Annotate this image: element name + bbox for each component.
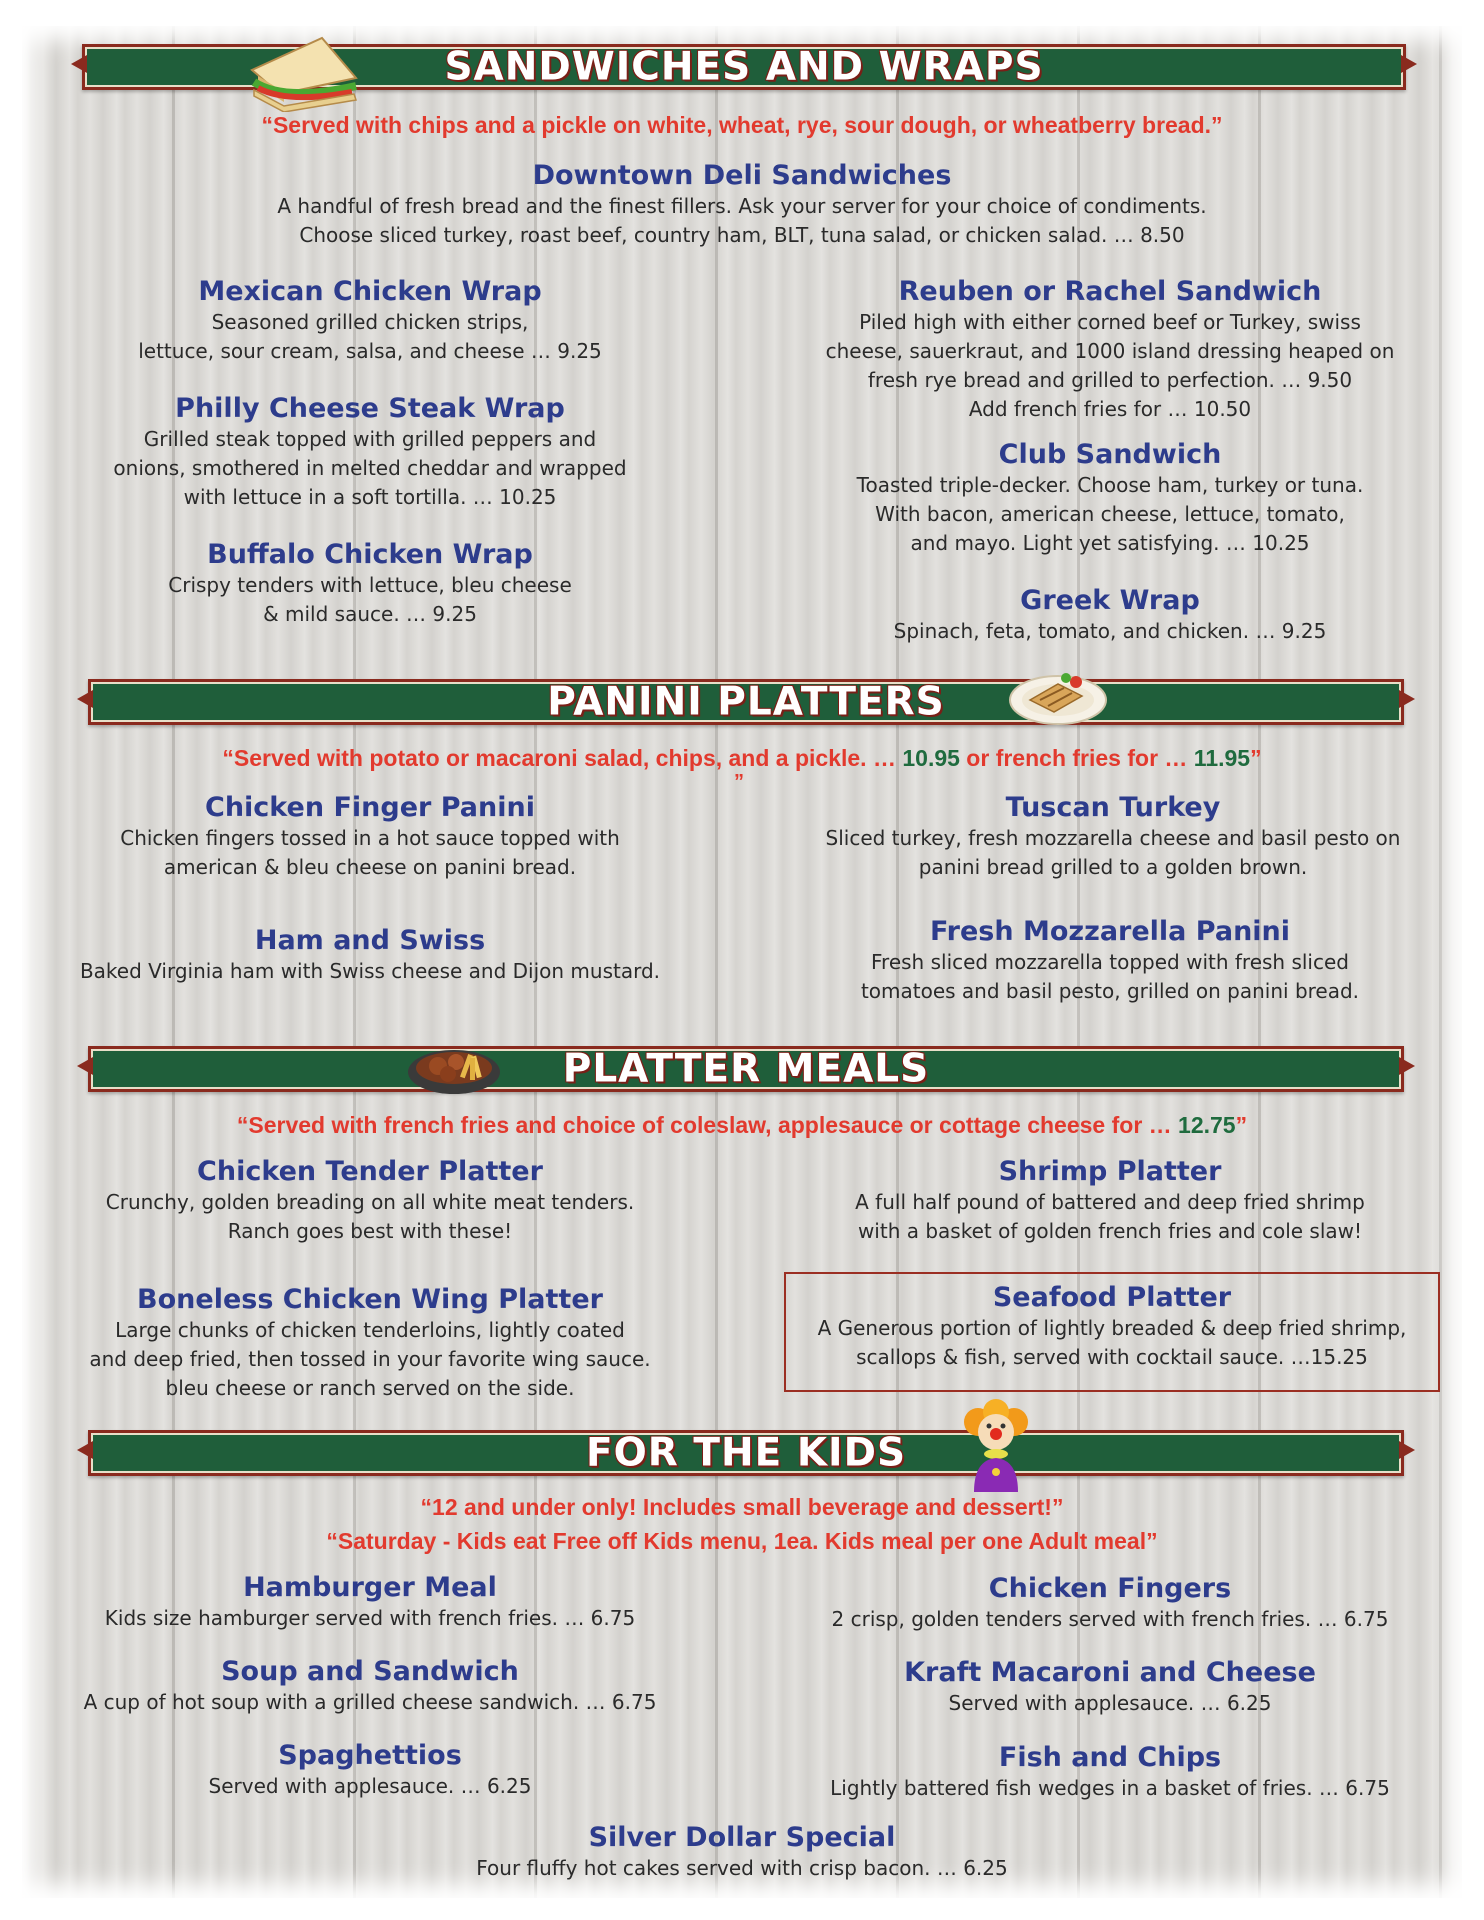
item-desc: Piled high with either corned beef or Turkey, swiss (859, 310, 1361, 334)
item-title: Hamburger Meal (243, 1572, 497, 1603)
sandwiches-note: “Served with chips and a pickle on white, wheat, rye, sour dough, or wheatberry bread.” (261, 112, 1223, 138)
item-desc: 2 crisp, golden tenders served with french fries. … 6.75 (831, 1607, 1389, 1631)
item-title: Seafood Platter (992, 1282, 1232, 1313)
item-title: Chicken Fingers (988, 1573, 1232, 1604)
menu-item-kraft-mac (780, 1657, 1440, 1718)
item-title: Boneless Chicken Wing Platter (137, 1284, 603, 1315)
menu-item-philly-wrap (40, 393, 700, 512)
item-desc: scallops & fish, served with cocktail sauce. …15.25 (856, 1345, 1368, 1369)
menu-item-greek-wrap (780, 585, 1440, 646)
kids-banner (88, 1430, 1404, 1476)
item-desc: panini bread grilled to a golden brown. (918, 855, 1308, 879)
item-desc: Toasted triple-decker. Choose ham, turkey or tuna. (856, 473, 1364, 497)
item-desc: and deep fried, then tossed in your favorite wing sauce. (89, 1347, 651, 1371)
menu-item-spaghettios (40, 1740, 700, 1801)
item-title: Kraft Macaroni and Cheese (904, 1657, 1316, 1688)
item-desc: With bacon, american cheese, lettuce, tomato, (875, 502, 1345, 526)
item-title: Chicken Finger Panini (205, 792, 535, 823)
item-desc: A handful of fresh bread and the finest fillers. Ask your server for your choice of condiments. (277, 194, 1207, 218)
kids-title: FOR THE KIDS (585, 1430, 907, 1476)
menu-item-hamburger-meal (40, 1572, 700, 1633)
item-desc: Chicken fingers tossed in a hot sauce topped with (120, 826, 620, 850)
menu-item-seafood-platter (784, 1282, 1440, 1372)
fries-price: 11.95 (1193, 745, 1251, 771)
panini-title: PANINI PLATTERS (547, 679, 945, 725)
menu-item-chicken-tender-platter (40, 1156, 700, 1246)
item-desc: Kids size hamburger served with french fries. … 6.75 (104, 1606, 636, 1630)
menu-item-reuben (780, 276, 1440, 424)
wings-basket-icon (404, 1036, 504, 1100)
item-desc: with lettuce in a soft tortilla. … 10.25 (183, 485, 557, 509)
kids-note-2: “Saturday - Kids eat Free off Kids menu, 1ea. Kids meal per one Adult meal” (326, 1528, 1158, 1554)
item-title: Shrimp Platter (998, 1156, 1222, 1187)
item-desc: Sliced turkey, fresh mozzarella cheese and basil pesto on (825, 826, 1401, 850)
item-desc: Grilled steak topped with grilled peppers and (143, 427, 597, 451)
item-desc: Spinach, feta, tomato, and chicken. … 9.25 (893, 619, 1327, 643)
item-desc: Served with applesauce. … 6.25 (208, 1774, 532, 1798)
item-title: Mexican Chicken Wrap (198, 276, 542, 307)
item-title: Soup and Sandwich (221, 1656, 519, 1687)
platters-banner (88, 1046, 1404, 1092)
item-desc: fresh rye bread and grilled to perfection. … 9.50 (867, 368, 1353, 392)
menu-item-fish-chips (780, 1742, 1440, 1803)
menu-item-silver-dollar (22, 1822, 1462, 1883)
panini-banner (88, 679, 1404, 725)
item-desc: Four fluffy hot cakes served with crisp bacon. … 6.25 (476, 1856, 1008, 1880)
item-desc: american & bleu cheese on panini bread. (163, 855, 577, 879)
note-text: or french fries for … (959, 745, 1194, 771)
platter-price: 12.75 (1178, 1112, 1236, 1138)
clown-icon (956, 1398, 1036, 1494)
item-desc: Baked Virginia ham with Swiss cheese and Dijon mustard. (79, 959, 661, 983)
item-title: Fresh Mozzarella Panini (929, 916, 1291, 947)
item-desc: Choose sliced turkey, roast beef, country ham, BLT, tuna salad, or chicken salad. … 8.50 (299, 223, 1185, 247)
item-title: Downtown Deli Sandwiches (532, 160, 952, 191)
item-desc: & mild sauce. … 9.25 (263, 602, 477, 626)
item-desc: Large chunks of chicken tenderloins, lightly coated (115, 1318, 625, 1342)
menu-item-club (780, 439, 1440, 558)
item-desc: Add french fries for … 10.50 (968, 397, 1252, 421)
item-desc: lettuce, sour cream, salsa, and cheese … 9.25 (138, 339, 602, 363)
item-desc: Lightly battered fish wedges in a basket of fries. … 6.75 (830, 1776, 1390, 1800)
panini-note (22, 743, 1462, 773)
item-title: Philly Cheese Steak Wrap (175, 393, 565, 424)
menu-item-tuscan-turkey (778, 792, 1448, 882)
item-desc: bleu cheese or ranch served on the side. (165, 1376, 575, 1400)
sandwiches-title: SANDWICHES AND WRAPS (444, 44, 1044, 90)
kids-note-1: “12 and under only! Includes small beverage and dessert!” (420, 1494, 1064, 1520)
menu-item-soup-sandwich (30, 1656, 710, 1717)
item-desc: Served with applesauce. … 6.25 (948, 1691, 1272, 1715)
note-text: ” (1250, 745, 1262, 771)
note-text: ” (1235, 1112, 1248, 1138)
item-desc: A full half pound of battered and deep fried shrimp (855, 1190, 1365, 1214)
item-desc: and mayo. Light yet satisfying. … 10.25 (910, 531, 1310, 555)
sandwich-icon (244, 32, 364, 112)
item-desc: Seasoned grilled chicken strips, (211, 310, 529, 334)
item-title: Tuscan Turkey (1005, 792, 1221, 823)
panini-price: 10.95 (902, 745, 960, 771)
platters-note (22, 1110, 1462, 1140)
menu-item-ham-swiss (30, 925, 710, 986)
panini-plate-icon (1006, 666, 1110, 730)
item-desc: onions, smothered in melted cheddar and wrapped (113, 456, 627, 480)
stray-quote: ” (734, 771, 744, 793)
note-text: “Served with potato or macaroni salad, chips, and a pickle. … (222, 745, 903, 771)
item-desc: Fresh sliced mozzarella topped with fresh sliced (871, 950, 1349, 974)
item-desc: Ranch goes best with these! (227, 1219, 513, 1243)
item-desc: cheese, sauerkraut, and 1000 island dressing heaped on (825, 339, 1395, 363)
item-title: Greek Wrap (1020, 585, 1200, 616)
item-desc: Crunchy, golden breading on all white meat tenders. (105, 1190, 635, 1214)
item-title: Fish and Chips (998, 1742, 1222, 1773)
platters-title: PLATTER MEALS (562, 1046, 930, 1092)
item-title: Chicken Tender Platter (197, 1156, 543, 1187)
item-title: Silver Dollar Special (588, 1822, 896, 1853)
menu-item-chicken-fingers (780, 1573, 1440, 1634)
menu-item-wing-platter (30, 1284, 710, 1403)
item-desc: A cup of hot soup with a grilled cheese sandwich. … 6.75 (83, 1690, 657, 1714)
menu-item-chicken-finger-panini (40, 792, 700, 882)
item-desc: Crispy tenders with lettuce, bleu cheese (168, 573, 572, 597)
item-desc: A Generous portion of lightly breaded & deep fried shrimp, (817, 1316, 1407, 1340)
menu-item-shrimp-platter (780, 1156, 1440, 1246)
note-text: “Served with french fries and choice of coleslaw, applesauce or cottage cheese for … (236, 1112, 1179, 1138)
menu-item-mozzarella-panini (780, 916, 1440, 1006)
item-title: Ham and Swiss (254, 925, 486, 956)
menu-item-downtown-deli (22, 160, 1462, 250)
item-desc: with a basket of golden french fries and cole slaw! (857, 1219, 1363, 1243)
item-title: Reuben or Rachel Sandwich (898, 276, 1322, 307)
menu-item-buffalo-wrap (40, 539, 700, 629)
menu-item-mexican-wrap (40, 276, 700, 366)
item-desc: tomatoes and basil pesto, grilled on panini bread. (860, 979, 1360, 1003)
item-title: Club Sandwich (998, 439, 1222, 470)
item-title: Buffalo Chicken Wrap (207, 539, 533, 570)
item-title: Spaghettios (278, 1740, 462, 1771)
